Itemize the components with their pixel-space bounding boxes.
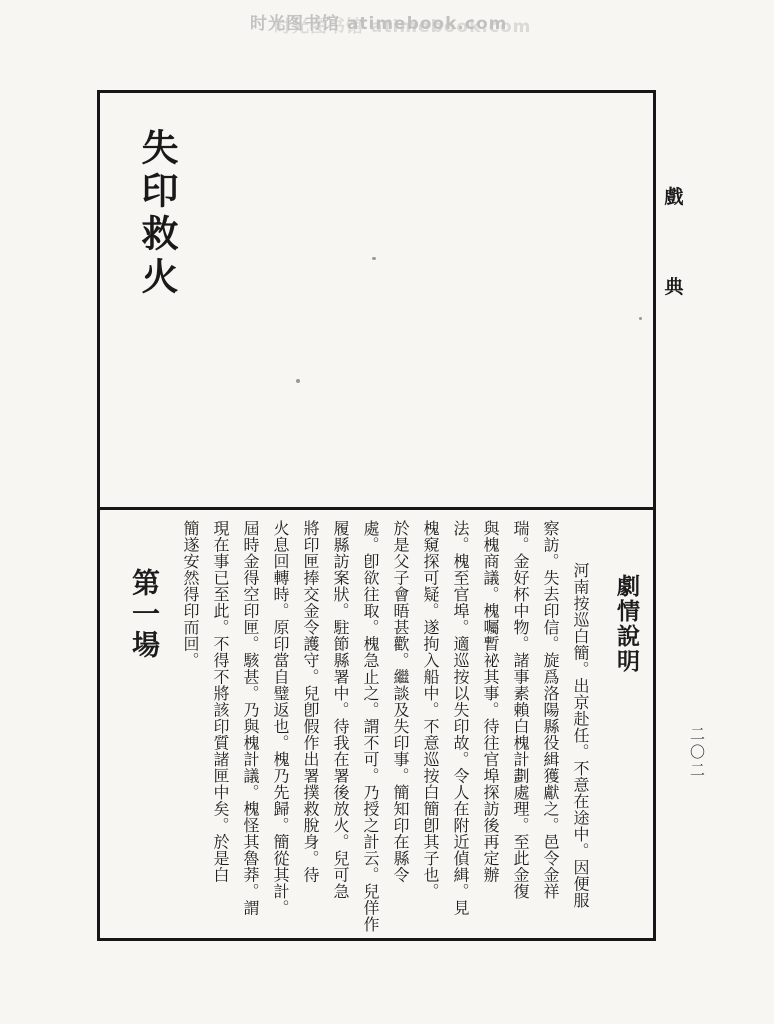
- ink-speck: [296, 379, 300, 383]
- scene-heading: 第一場: [128, 568, 161, 661]
- synopsis-column-2: 察訪。失去印信。旋爲洛陽縣役緝獲獻之。邑令金祥: [541, 520, 560, 900]
- synopsis-column-9: 履縣訪案狀。駐節縣署中。待我在署後放火。兒可急: [331, 520, 350, 900]
- synopsis-column-4: 與槐商議。槐囑暫祕其事。待往官埠探訪後再定辦: [481, 520, 500, 883]
- synopsis-column-8: 處。卽欲往取。槐急止之。謂不可。乃授之計云。兒佯作: [361, 520, 380, 933]
- ink-speck: [639, 317, 642, 320]
- synopsis-column-14: 簡遂安然得印而回。: [181, 520, 200, 669]
- vertical-text-block: [110, 520, 649, 935]
- synopsis-column-6: 槐窺探可疑。遂拘入船中。不意巡按白簡卽其子也。: [421, 520, 440, 900]
- page-frame: [97, 90, 656, 941]
- synopsis-heading: 劇情說明: [613, 574, 640, 674]
- synopsis-column-12: 屆時金得空印匣。駭甚。乃與槐計議。槐怪其魯莽。謂: [241, 520, 260, 916]
- synopsis-column-13: 現在事已至此。不得不將該印質諸匣中矣。於是白: [211, 520, 230, 883]
- synopsis-column-5: 法。槐至官埠。適巡按以失印故。令人在附近偵緝。見: [451, 520, 470, 916]
- ink-speck: [372, 257, 376, 260]
- synopsis-column-7: 於是父子會晤甚歡。繼談及失印事。簡知印在縣令: [391, 520, 410, 883]
- synopsis-column-3: 瑞。金好杯中物。諸事素賴白槐計劃處理。至此金復: [511, 520, 530, 900]
- play-title: 失印救火: [135, 128, 179, 300]
- margin-book-title-char-2: 典: [664, 276, 684, 298]
- page-number: 二〇二: [688, 726, 706, 780]
- watermark: 时光图书馆 atimebook.com: [250, 14, 508, 34]
- synopsis-column-11: 火息回轉時。原印當自璧返也。槐乃先歸。簡從其計。: [271, 520, 290, 916]
- synopsis-column-10: 將印匣捧交金令護守。兒卽假作出署撲救脫身。待: [301, 520, 320, 883]
- synopsis-section: [110, 520, 649, 935]
- section-divider: [99, 507, 654, 510]
- synopsis-column-1: 河南按巡白簡。出京赴任。不意在途中。因便服: [571, 562, 590, 909]
- margin-book-title-char-1: 戲: [664, 186, 684, 208]
